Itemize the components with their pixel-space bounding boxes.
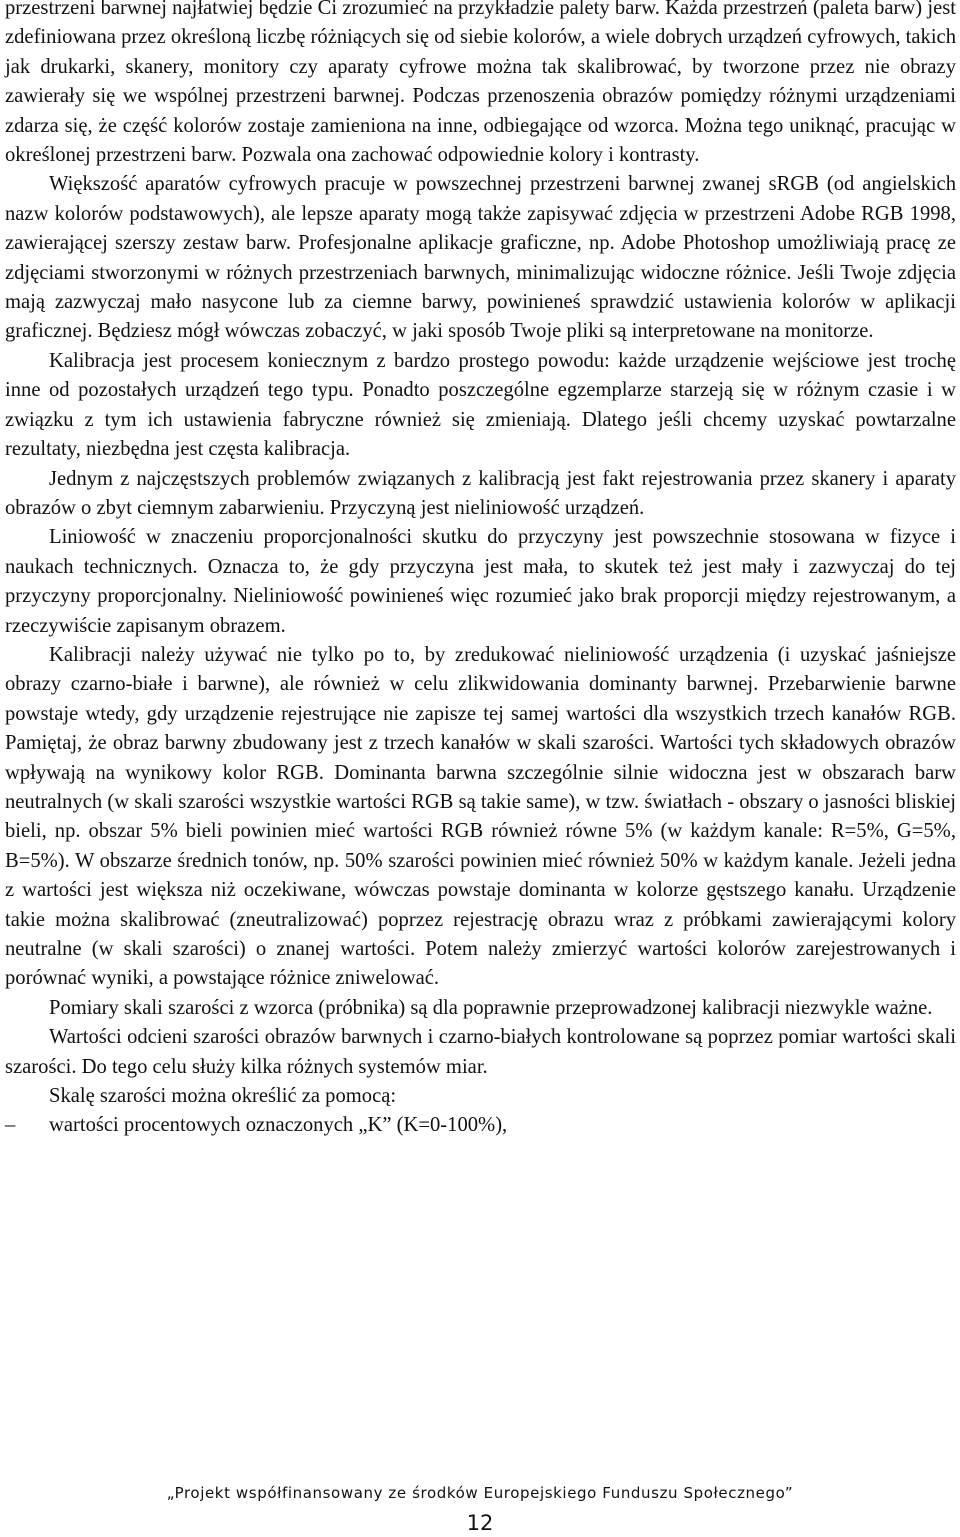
paragraph-8: Wartości odcieni szarości obrazów barwnych i czarno-białych kontrolowane są poprzez pomiar wartości skali szarości. Do tego celu służy kilka różnych systemów miar. — [5, 1026, 956, 1078]
paragraph-2: Większość aparatów cyfrowych pracuje w powszechnej przestrzeni barwnej zwanej sRGB (od angielskich nazw kolorów podstawowych), ale lepsze aparaty mogą także zapisywać zdjęcia w przestrzeni Adobe RGB 1998, zawierającej szerszy zestaw barw. Profesjonalne aplikacje graficzne, np. Adobe Photoshop umożliwiają pracę ze zdjęciami stworzonymi w różnych przestrzeniach barwnych, minimalizując widoczne różnice. Jeśli Twoje zdjęcia mają zazwyczaj mało nasycone lub za ciemne barwy, powinieneś sprawdzić ustawienia kolorów w aplikacji graficznej. Będziesz mógł wówczas zobaczyć, w jaki sposób Twoje pliki są interpretowane na monitorze. — [5, 173, 956, 343]
body-text — [5, 0, 956, 1141]
paragraph-1: przestrzeni barwnej najłatwiej będzie Ci zrozumieć na przykładzie palety barw. Każda przestrzeń (paleta barw) jest zdefiniowana przez określoną liczbę różniących się od siebie kolorów, a wiele dobrych urządzeń cyfrowych, takich jak drukarki, skanery, monitory czy aparaty cyfrowe można tak skalibrować, by tworzone przez nie obrazy zawierały się we wspólnej przestrzeni barwnej. Podczas przenoszenia obrazów pomiędzy różnymi urządzeniami zdarza się, że część kolorów zostaje zamieniona na inne, odbiegające od wzorca. Można tego uniknąć, pracując w określonej przestrzeni barw. Pozwala ona zachować odpowiednie kolory i kontrasty. — [5, 0, 956, 167]
footer-project-note: „Projekt współfinansowany ze środków Europejskiego Funduszu Społecznego” — [166, 1484, 794, 1502]
paragraph-3: Kalibracja jest procesem koniecznym z bardzo prostego powodu: każde urządzenie wejściowe jest trochę inne od pozostałych urządzeń tego typu. Ponadto poszczególne egzemplarze starzeją się w różnym czasie i w związku z tym ich ustawienia fabryczne również się zmieniają. Dlatego jeśli chcemy uzyskać powtarzalne rezultaty, niezbędna jest częsta kalibracja. — [5, 349, 956, 461]
dash-bullet-icon: – — [5, 1114, 16, 1137]
page-number: 12 — [466, 1511, 494, 1535]
paragraph-7: Pomiary skali szarości z wzorca (próbnika) są dla poprawnie przeprowadzonej kalibracji niezwykle ważne. — [49, 996, 933, 1019]
paragraph-4: Jednym z najczęstszych problemów związanych z kalibracją jest fakt rejestrowania przez skanery i aparaty obrazów o zbyt ciemnym zabarwieniu. Przyczyną jest nieliniowość urządzeń. — [5, 467, 956, 519]
list-item — [5, 1111, 956, 1140]
paragraph-6: Kalibracji należy używać nie tylko po to, by zredukować nieliniowość urządzenia (i uzyskać jaśniejsze obrazy czarno-białe i barwne), ale również w celu zlikwidowania dominanty barwnej. Przebarwienie barwne powstaje wtedy, gdy urządzenie rejestrujące nie zapisze tej samej wartości dla wszystkich trzech kanałów RGB. Pamiętaj, że obraz barwny zbudowany jest z trzech kanałów w skali szarości. Wartości tych składowych obrazów wpływają na wynikowy kolor RGB. Dominanta barwna szczególnie silnie widoczna jest w obszarach barw neutralnych (w skali szarości wszystkie wartości RGB są takie same), w tzw. światłach - obszary o jasności bliskiej bieli, np. obszar 5% bieli powinien mieć wartości RGB również równe 5% (w każdym kanale: R=5%, G=5%, B=5%). W obszarze średnich tonów, np. 50% szarości powinien mieć również 50% w każdym kanale. Jeżeli jedna z wartości jest większa niż oczekiwane, wówczas powstaje dominanta w kolorze gęstszego kanału. Urządzenie takie można skalibrować (zneutralizować) poprzez rejestrację obrazu wraz z próbkami zawierającymi kolory neutralne (w skali szarości) o znanej wartości. Potem należy zmierzyć wartości kolorów zarejestrowanych i porównać wyniki, a powstające różnice zniwelować. — [5, 643, 956, 990]
list-item-text: wartości procentowych oznaczonych „K” (K=0-100%), — [49, 1114, 508, 1137]
paragraph-5: Liniowość w znaczeniu proporcjonalności skutku do przyczyny jest powszechnie stosowana w fizyce i naukach technicznych. Oznacza to, że gdy przyczyna jest mała, to skutek też jest mały i zazwyczaj do tej przyczyny proporcjonalny. Nieliniowość powinieneś więc rozumieć jako brak proporcji między rejestrowanym, a rzeczywiście zapisanym obrazem. — [5, 526, 956, 637]
paragraph-9: Skalę szarości można określić za pomocą: — [49, 1085, 397, 1108]
